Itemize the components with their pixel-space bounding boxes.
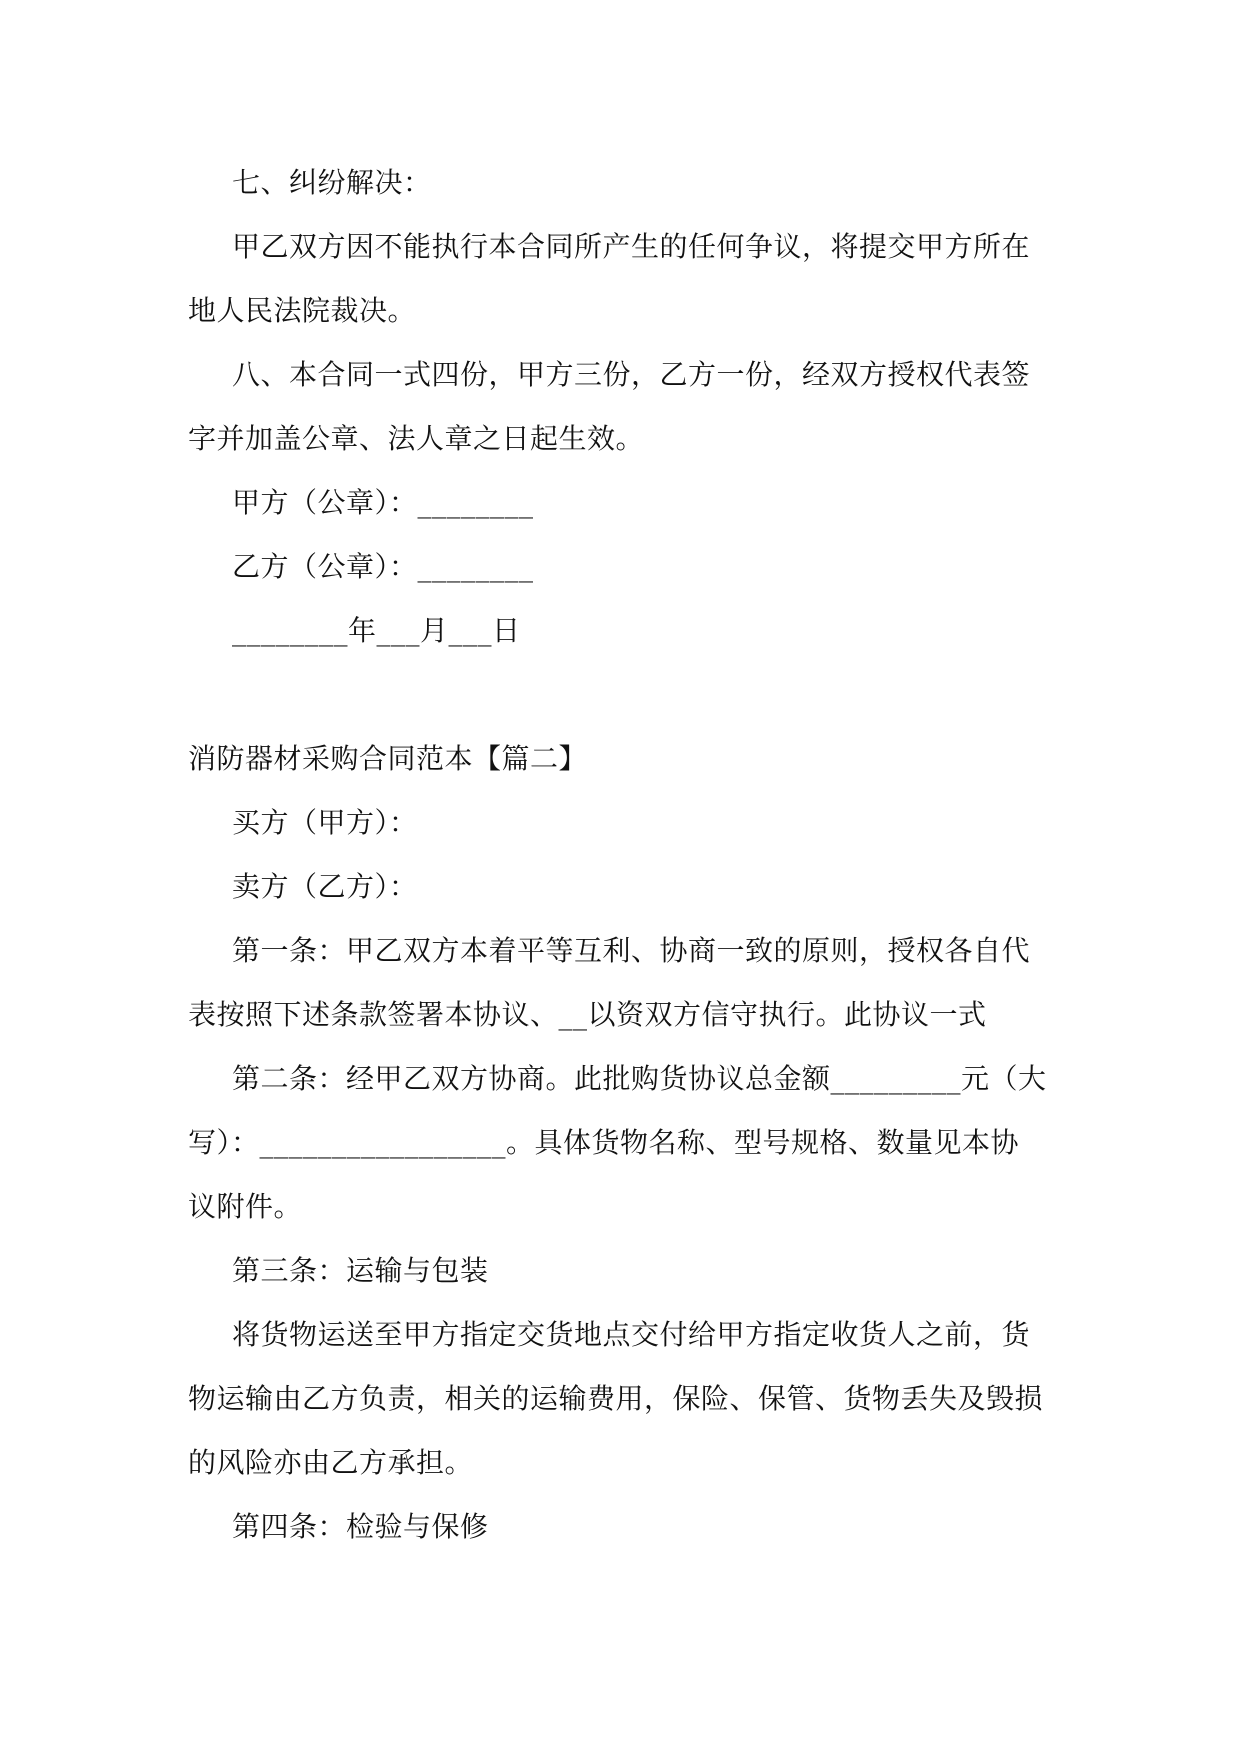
article-three: 第三条：运输与包装 [232,1254,489,1287]
section-heading-dispute: 七、纠纷解决： [232,166,432,199]
contract-title: 消防器材采购合同范本【篇二】 [188,742,588,775]
paragraph-line: 表按照下述条款签署本协议、__以资双方信守执行。此协议一式 [188,998,987,1031]
paragraph-line: 字并加盖公章、法人章之日起生效。 [188,422,645,455]
paragraph-line: 甲乙双方因不能执行本合同所产生的任何争议，将提交甲方所在 [232,230,1031,263]
buyer-line: 买方（甲方）： [232,806,418,839]
party-b-seal-line: 乙方（公章）：________ [232,550,534,583]
paragraph-line: 地人民法院裁决。 [188,294,417,327]
article-four: 第四条：检验与保修 [232,1510,489,1543]
paragraph-line: 的风险亦由乙方承担。 [188,1446,474,1479]
seller-line: 卖方（乙方）： [232,870,418,903]
paragraph-line: 八、本合同一式四份，甲方三份，乙方一份，经双方授权代表签 [232,358,1031,391]
paragraph-line: 物运输由乙方负责，相关的运输费用，保险、保管、货物丢失及毁损 [188,1382,1044,1415]
party-a-seal-line: 甲方（公章）：________ [232,486,534,519]
article-one: 第一条：甲乙双方本着平等互利、协商一致的原则，授权各自代 [232,934,1031,967]
article-two: 第二条：经甲乙双方协商。此批购货协议总金额_________元（大 [232,1062,1047,1095]
paragraph-line: 议附件。 [188,1190,303,1223]
date-line: ________年___月___日 [232,614,521,647]
paragraph-line: 将货物运送至甲方指定交货地点交付给甲方指定收货人之前，货 [232,1318,1031,1351]
paragraph-line: 写）：_________________。具体货物名称、型号规格、数量见本协 [188,1126,1020,1159]
